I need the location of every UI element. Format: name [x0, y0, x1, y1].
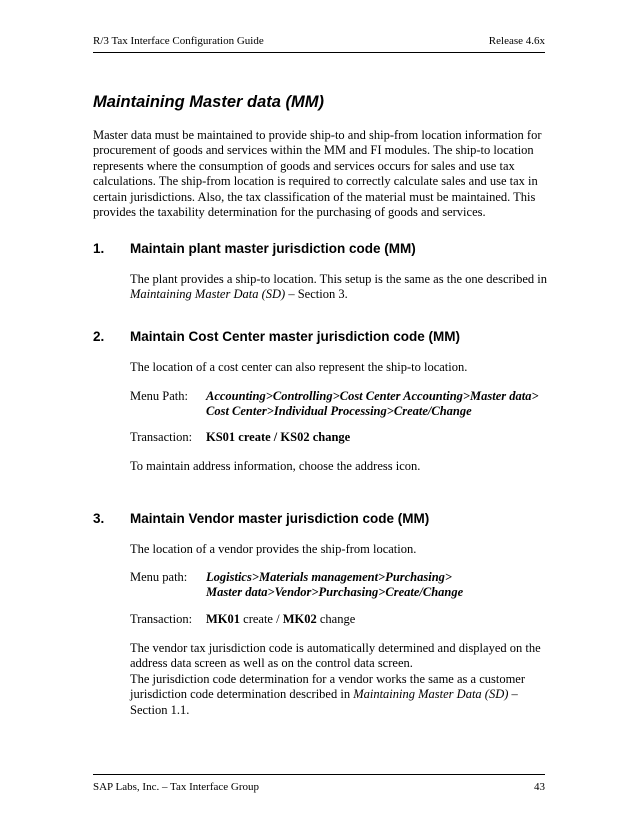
intro-paragraph: Master data must be maintained to provide ship-to and ship-from location information for procurement of goods and services within the MM and FI modules. The ship-to location represents where the consumption of goods and services occurs for sales and use tax calculations. The ship-from location is required to correctly calculate sales and use tax in certain jurisdictions. Also, the tax classification of the material must be maintained. This provides the taxability determination for the purchasing of goods and services. [93, 128, 542, 220]
page-header [93, 35, 545, 53]
section-3-paragraph-3: The jurisdiction code determination for a vendor works the same as a customer jurisdiction code determination described in Maintaining Master Data (SD) – Section 1.1. [130, 672, 526, 717]
section-1-number: 1. [93, 241, 105, 256]
section-3-menu-path [130, 570, 550, 601]
section-3-paragraph-2: The vendor tax jurisdiction code is automatically determined and displayed on the address data screen as well as on the control data screen. [130, 641, 541, 671]
header-guide-title: R/3 Tax Interface Configuration Guide [93, 35, 264, 47]
section-3-number: 3. [93, 511, 105, 526]
section-3-paragraph: The location of a vendor provides the ship-from location. [130, 542, 417, 556]
section-1-title: Maintain plant master jurisdiction code (MM) [130, 241, 416, 256]
section-2-heading [93, 329, 553, 345]
menu-path-label: Menu Path: [130, 389, 188, 403]
section-1-reference: Maintaining Master Data (SD) [130, 287, 286, 302]
transaction-value: KS01 create / KS02 change [206, 430, 351, 444]
section-3-title: Maintain Vendor master jurisdiction code (MM) [130, 511, 430, 526]
footer-org: SAP Labs, Inc. – Tax Interface Group [93, 781, 260, 793]
section-2-menu-path [130, 389, 550, 420]
section-3-transaction [130, 612, 550, 627]
page-number: 43 [534, 781, 545, 793]
page-title: Maintaining Master data (MM) [93, 93, 325, 111]
menu-path-label: Menu path: [130, 570, 188, 584]
header-release: Release 4.6x [488, 35, 545, 47]
transaction-value: MK01 create / MK02 change [206, 612, 356, 626]
section-2-paragraph: The location of a cost center can also represent the ship-to location. [130, 360, 468, 374]
section-2-number: 2. [93, 329, 105, 344]
transaction-label: Transaction: [130, 430, 193, 444]
section-3-heading [93, 511, 553, 527]
section-2-transaction [130, 430, 550, 445]
section-1-heading [93, 241, 553, 257]
page-footer [93, 774, 545, 794]
section-3-reference: Maintaining Master Data (SD) [353, 687, 509, 702]
section-1-paragraph: The plant provides a ship-to location. This setup is the same as the one described in Maintaining Master Data (SD) – Section 3. [130, 272, 548, 302]
menu-path-value: Logistics>Materials management>Purchasing> Master data>Vendor>Purchasing>Create/Change [206, 570, 464, 600]
transaction-label: Transaction: [130, 612, 193, 626]
section-2-title: Maintain Cost Center master jurisdiction code (MM) [130, 329, 461, 344]
section-2-note: To maintain address information, choose the address icon. [130, 459, 421, 473]
menu-path-value: Accounting>Controlling>Cost Center Accounting>Master data> Cost Center>Individual Processing>Create/Change [206, 389, 539, 419]
